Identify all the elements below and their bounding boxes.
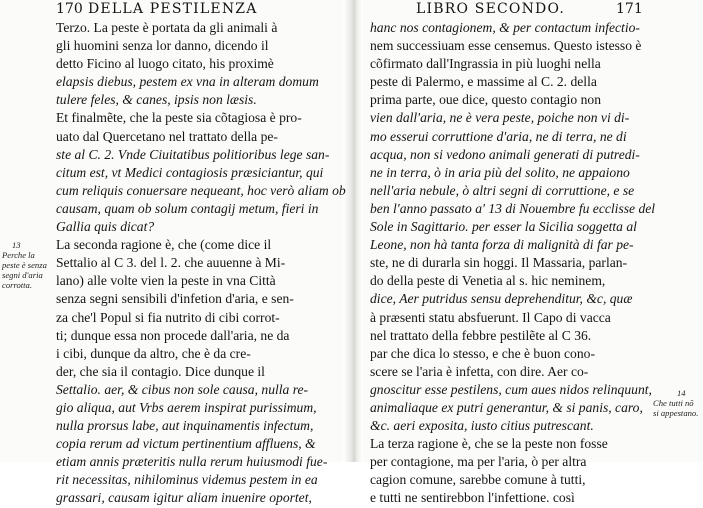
left-margin-note-text xyxy=(2,250,54,290)
right-margin-note xyxy=(653,388,703,418)
text-line: cõfirmato dall'Ingrassia in più luoghi nella xyxy=(370,56,601,72)
text-line: prima parte, oue dice, questo contagio non xyxy=(370,92,602,108)
text-line: lano) alle volte vien la peste in vna Città xyxy=(56,273,276,289)
text-line: ti; dunque essa non procede dall'aria, ne da xyxy=(56,327,290,343)
text-line: peste di Palermo, e massime al C. 2. della xyxy=(370,74,597,90)
text-line: Sole in Sagittario. per esser la Sicilia soggetta al xyxy=(370,219,637,235)
right-page-number: 171 xyxy=(616,1,643,17)
text-line: nel trattato della febbre pestilẽte al C 36. xyxy=(370,327,592,343)
text-line: i cibi, dunque da altro, che è da cre- xyxy=(56,345,251,361)
text-line: rit necessitas, nihilominus videmus pestem in ea xyxy=(56,472,318,488)
text-line: senza segni sensibili d'infetion d'aria, e sen- xyxy=(56,291,294,307)
text-line: hanc nos contagionem, & per contactum infectio- xyxy=(370,20,640,35)
text-line: animaliaque ex putri generantur, & si panis, caro, xyxy=(370,399,643,415)
text-line: citum est, vt Medici contagiosis præsiciantur, qui xyxy=(56,164,324,180)
left-page-header xyxy=(56,0,350,19)
text-line: cum reliquis conuersare nequeant, hoc verò aliam ob xyxy=(56,182,346,198)
right-edge-bleed xyxy=(676,40,702,340)
text-line: Terzo. La peste è portata da gli animali à xyxy=(56,20,278,35)
text-line: do della peste di Venetia al s. hic neminem, xyxy=(370,273,606,289)
text-line: tulere feles, & canes, ipsis non læsis. xyxy=(56,92,257,108)
text-line: nem successiuam esse censemus. Questo istesso è xyxy=(370,38,642,54)
right-page-header xyxy=(370,0,670,19)
text-line: Et finalmẽte, che la peste sia cõtagiosa è pro- xyxy=(56,110,302,126)
text-line: scere se l'aria è infetta, con dire. Aer co- xyxy=(370,363,589,379)
right-page xyxy=(370,0,670,508)
text-line: acqua, non si vedono animali generati di putredi- xyxy=(370,146,640,162)
text-line: gnoscitur esse pestilens, cum aues nidos relinquunt, xyxy=(370,381,652,397)
text-line: gli huomini senza lor danno, dicendo il xyxy=(56,38,269,54)
margin-note-line: Che tutti nõ xyxy=(653,398,694,408)
text-line: La terza ragione è, che se la peste non fosse xyxy=(370,436,608,452)
margin-note-line: segni d'aria xyxy=(2,270,43,280)
text-line: par che dica lo stesso, e che è buon cono- xyxy=(370,345,595,361)
left-page-number: 170 xyxy=(56,1,83,17)
text-line: ben l'anno passato a' 13 di Nouembre fu ecclisse del xyxy=(370,200,656,216)
text-line: mo esserui corruttione d'aria, ne di terra, ne di xyxy=(370,128,627,144)
text-line: detto Ficino al luogo citato, his proximè xyxy=(56,56,274,72)
text-line: ne in terra, ò in aria più del solito, ne appaiono xyxy=(370,164,630,180)
text-line: uato dal Quercetano nel trattato della pe- xyxy=(56,128,278,144)
right-running-title: LIBRO SECONDO. xyxy=(416,1,565,17)
margin-note-line: si appestano. xyxy=(653,408,699,418)
text-line: cagion comune, sarebbe comune à tutti, xyxy=(370,472,586,488)
left-page-body xyxy=(56,19,350,508)
text-line: dice, Aer putridus sensu deprehenditur, &c, quæ xyxy=(370,291,633,307)
text-line: La seconda ragione è, che (come dice il xyxy=(56,237,272,253)
text-line: etiam annis præteritis nulla rerum huiusmodi fue- xyxy=(56,454,328,470)
text-line: &c. aeri exposita, iusto citius putrescant. xyxy=(370,418,594,434)
text-line: za che'l Popul si fia nutrito di cibi corrot- xyxy=(56,309,280,325)
text-line: à præsenti statu absfuerunt. Il Capo di vacca xyxy=(370,309,611,325)
text-line: nulla prorsus labe, aut inquinamentis infectum, xyxy=(56,418,314,434)
left-margin-note-number: 13 xyxy=(12,240,21,250)
text-line: ste, ne di durarla sin hoggi. Il Massaria, parlan- xyxy=(370,255,628,271)
right-margin-note-number: 14 xyxy=(677,388,686,398)
text-line: Settalio al C 3. del l. 2. che auuenne à Mi- xyxy=(56,255,286,271)
text-line: per contagione, ma per l'aria, ò per altra xyxy=(370,454,587,470)
text-line: gio aliqua, aut Vrbs aerem inspirat purissimum, xyxy=(56,399,317,415)
text-line: copia rerum ad victum pertinentium affluens, & xyxy=(56,436,316,452)
right-page-body xyxy=(370,19,670,508)
left-margin-note xyxy=(2,240,54,290)
right-margin-note-text xyxy=(653,398,703,418)
text-line: elapsis diebus, pestem ex vna in alteram domum xyxy=(56,74,319,90)
text-line: vien dall'aria, ne è vera peste, poiche non vi di- xyxy=(370,110,630,126)
left-page xyxy=(56,0,350,508)
left-running-title: DELLA PESTILENZA xyxy=(88,1,258,17)
text-line: nell'aria nebule, ò altri segni di corruttione, e se xyxy=(370,182,635,198)
text-line: grassari, causam igitur aliam inuenire oportet, xyxy=(56,490,312,506)
margin-note-line: Perche la xyxy=(2,250,35,260)
text-line: ste al C. 2. Vnde Ciuitatibus politioribus lege san- xyxy=(56,146,330,162)
margin-note-line: peste è senza xyxy=(2,260,47,270)
text-line: Leone, non hà tanta forza di malignità di far pe- xyxy=(370,237,634,253)
text-line: Gallia quis dicat? xyxy=(56,219,155,235)
text-line: e tutti ne sentirebbon l'infettione. così xyxy=(370,490,575,506)
left-edge-bleed xyxy=(2,60,42,380)
text-line: causam, quam ob solum contagij metum, fieri in xyxy=(56,200,319,216)
margin-note-line: corrotta. xyxy=(2,280,32,290)
text-line: Settalio. aer, & cibus non sole causa, nulla re- xyxy=(56,381,309,397)
text-line: der, che sia il contagio. Dice dunque il xyxy=(56,363,265,379)
